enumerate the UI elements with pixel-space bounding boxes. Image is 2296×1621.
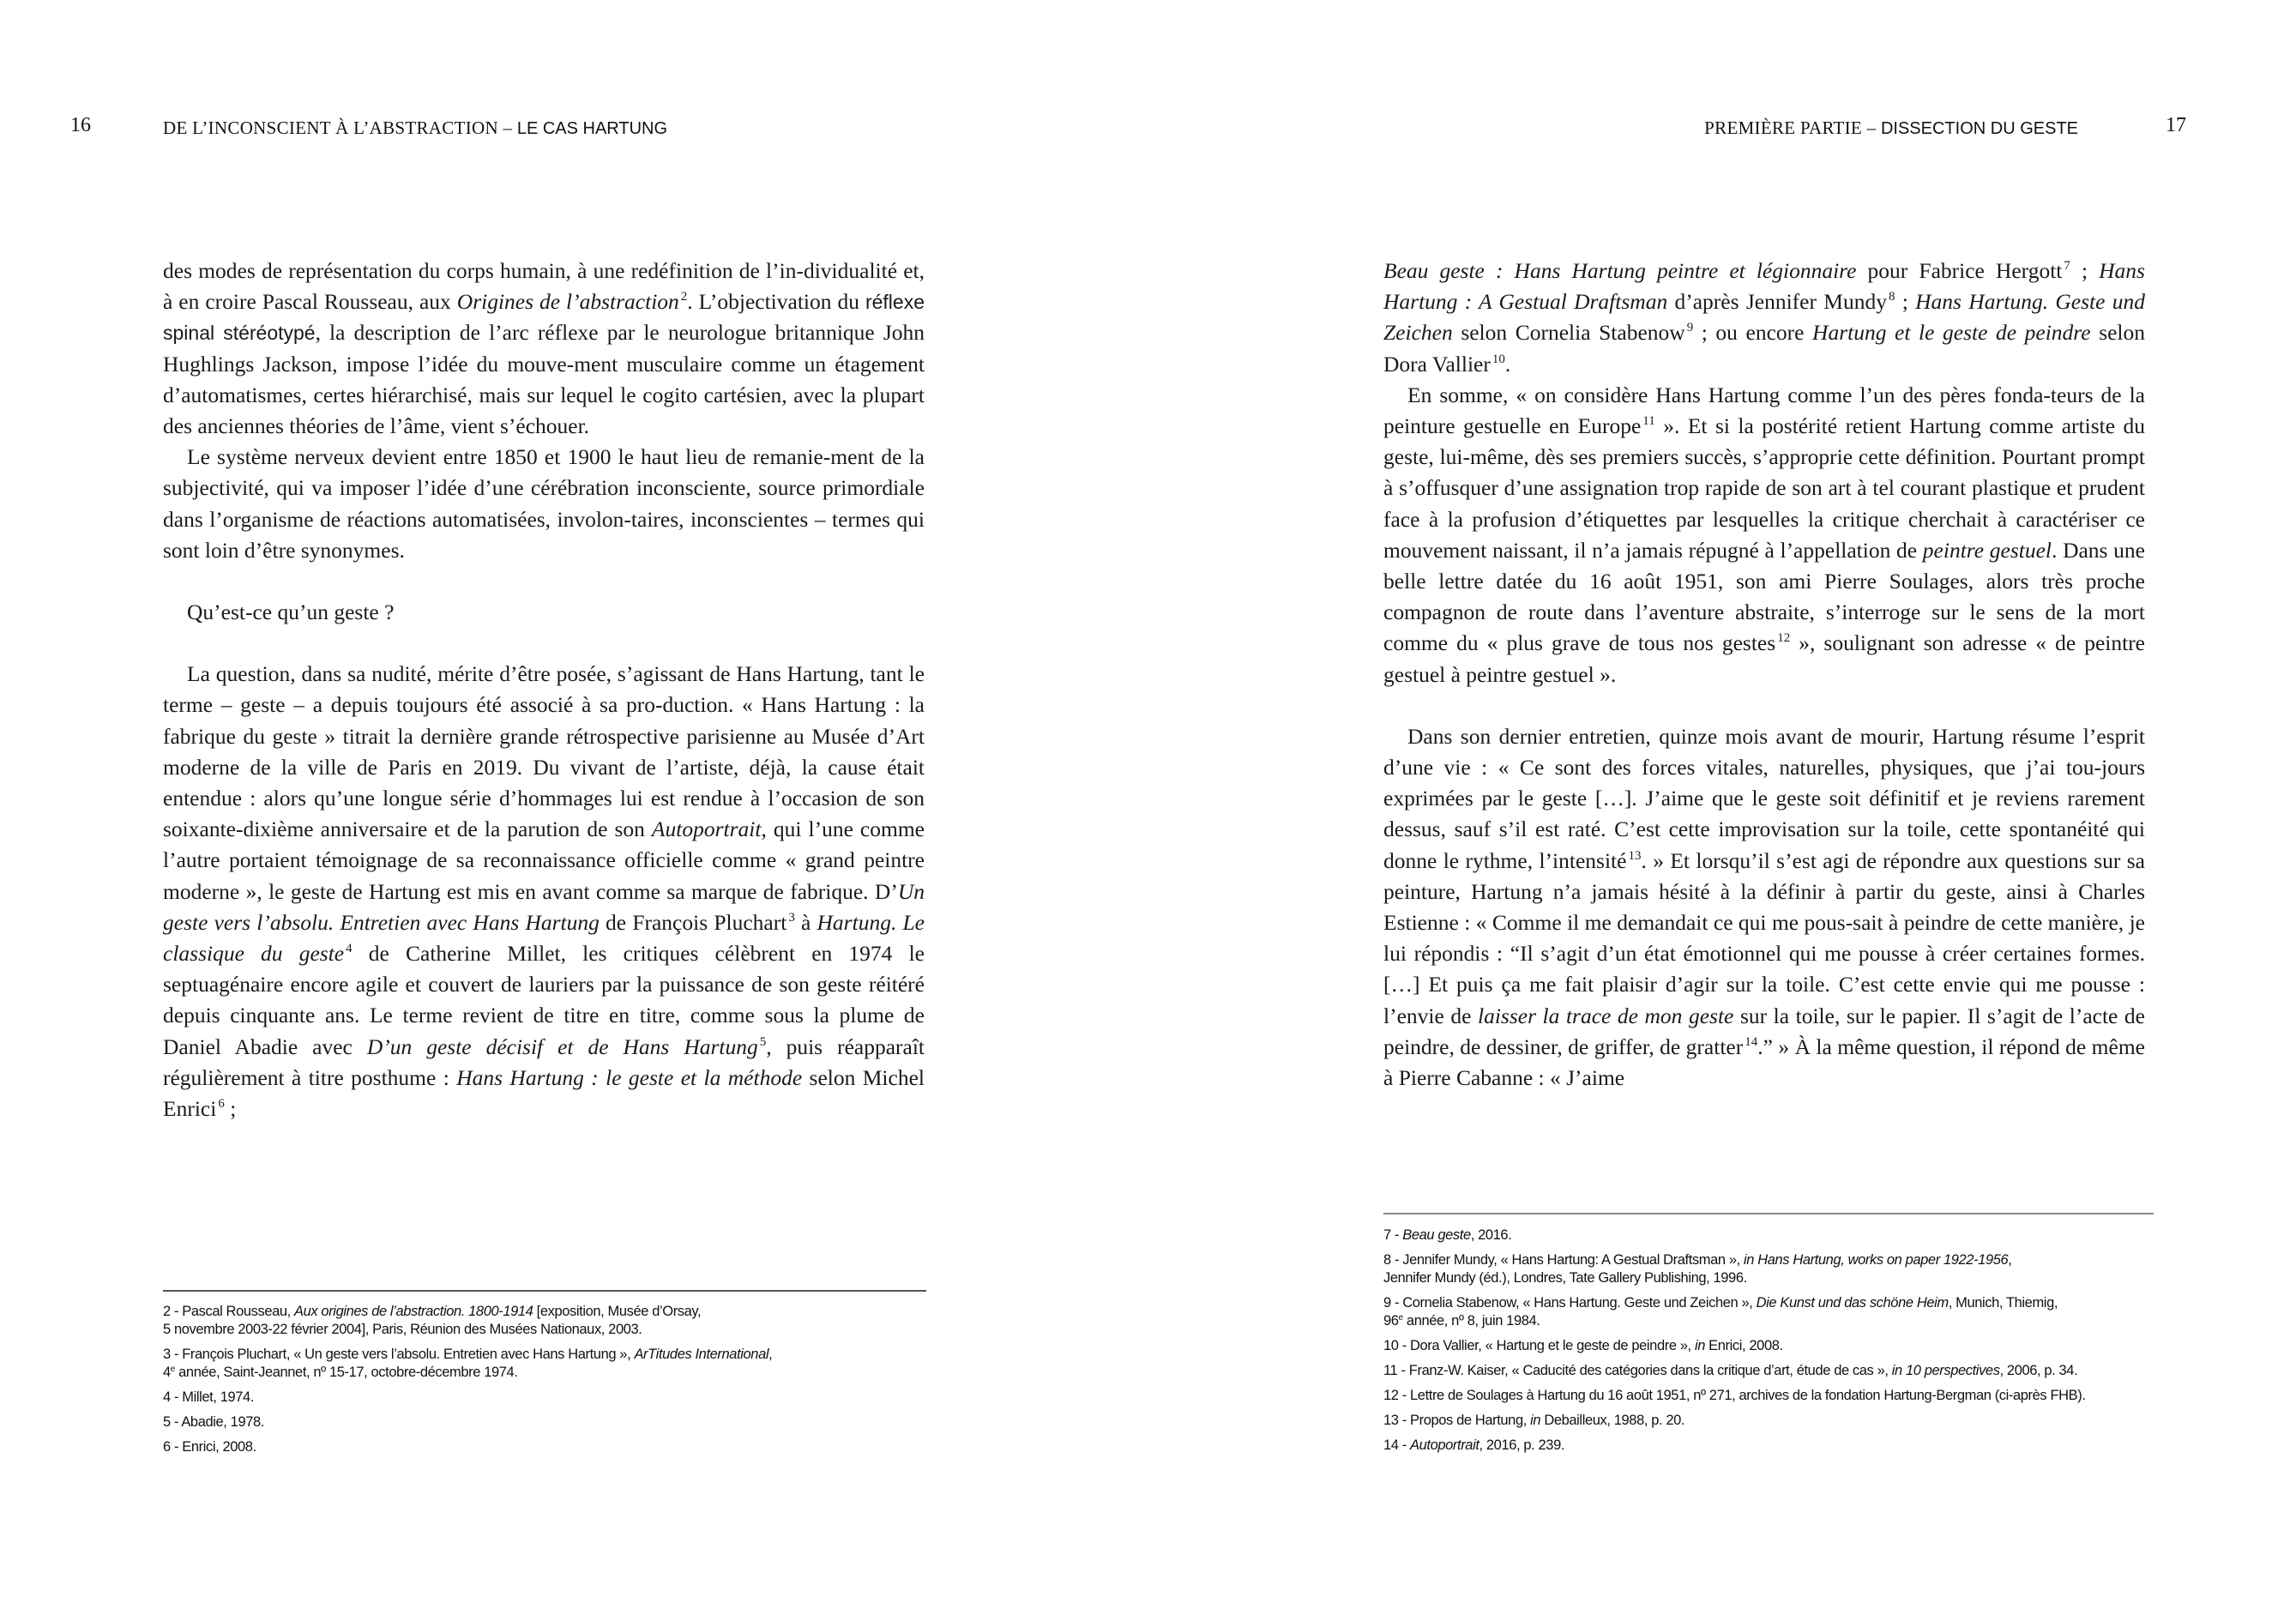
footnote-ref: 11 <box>1642 414 1655 429</box>
page-number: 17 <box>2166 114 2186 136</box>
italic-title: Hans Hartung : le geste et la méthode <box>456 1064 803 1090</box>
text-run: Jennifer Mundy (éd.), Londres, Tate Gallery Publishing, 1996. <box>1383 1270 1747 1286</box>
text-run: 13 - Propos de Hartung, <box>1383 1413 1531 1428</box>
footnote-ref: 3 <box>788 910 795 925</box>
text-run: Qu’est-ce qu’un geste ? <box>187 600 395 625</box>
paragraph <box>163 442 925 566</box>
footnote-ref: 4 <box>346 942 353 956</box>
text-run: ». Et si la postérité retient Hartung comme artiste du geste, lui-même, dès ses premiers succès, s’approprie cette définition. Pourtant prompt à s’offusquer d’une assignation trop rapide de son art à tel courant plastique et prudent face à la profusion d’étiquettes par lesquelles la critique cherchait à caractériser ce mouvement naissant, il n’a jamais répugné à l’appellation de <box>1383 413 2145 563</box>
body-text <box>1383 256 2145 1094</box>
text-run: pour Fabrice Hergott <box>1856 258 2063 283</box>
text-run: Debailleux, 1988, p. 20. <box>1540 1413 1685 1428</box>
running-head-separator: – <box>1862 118 1881 138</box>
text-run: , la description de l’arc réflexe par le neurologue britannique John Hughlings Jackson, impose l’idée du mouve-ment musculaire comme un étagement d’automatismes, certes hiérarchisé, mais sur lequel le cogito cartésien, avec la plupart des anciennes théories de l’âme, vient s’échouer. <box>163 320 925 439</box>
text-run: 2 - Pascal Rousseau, <box>163 1304 295 1319</box>
running-head-subtitle: DISSECTION DU GESTE <box>1880 119 2078 138</box>
text-run: Le système nerveux devient entre 1850 et 1900 le haut lieu de remanie-ment de la subjectivité, qui va imposer l’idée d’une cérébration inconsciente, source primordiale dans l’organisme de réactions automatisées, involon-taires, inconscientes – termes qui sont loin d’être synonymes. <box>163 444 925 563</box>
italic-title: Aux origines de l’abstraction. 1800-1914 <box>294 1304 533 1319</box>
text-run: , <box>2008 1252 2012 1268</box>
text-run: 5 novembre 2003-22 février 2004], Paris, Réunion des Musées Nationaux, 2003. <box>163 1322 642 1337</box>
text-run: d’après Jennifer Mundy <box>1667 289 1887 315</box>
text-run: ; ou encore <box>1693 320 1813 346</box>
text-run: 14 - <box>1383 1437 1411 1453</box>
footnote <box>1383 1362 2155 1380</box>
paragraph <box>1383 256 2145 380</box>
running-head-title: PREMIÈRE PARTIE <box>1704 118 1863 138</box>
text-run: .” » À la même question, il répond de même à Pierre Cabanne : « J’aime <box>1383 1033 2145 1091</box>
paragraph <box>1383 721 2145 1094</box>
running-head-separator: – <box>497 118 517 138</box>
text-run: année, nº 8, juin 1984. <box>1402 1313 1540 1329</box>
italic-title: Autoportrait <box>651 817 762 842</box>
sans-run: réflexe spinal stéréotypé <box>163 291 925 345</box>
text-run: 5 - Abadie, 1978. <box>163 1414 264 1430</box>
text-run: . Dans une belle lettre datée du 16 août 1951, son ami Pierre Soulages, alors très proche compagnon de route dans l’aventure abstraite, s’interroge sur le sens de la mort comme du « plus grave de tous nos gestes <box>1383 537 2145 656</box>
footnote <box>163 1413 935 1431</box>
running-head <box>1704 118 2078 139</box>
text-run: 10 - Dora Vallier, « Hartung et le geste de peindre », <box>1383 1338 1695 1353</box>
text-run: La question, dans sa nudité, mérite d’être posée, s’agissant de Hans Hartung, tant le terme – geste – a depuis toujours été associé à sa pro-duction. « Hans Hartung : la fabrique du geste » titrait la dernière grande rétrospective parisienne au Musée d’Art moderne de la ville de Paris en 2019. Du vivant de l’artiste, déjà, la cause était entendue : alors qu’une longue série d’hommages lui est rendue à l’occasion de son soixante-dixième anniversaire et de la parution de son <box>163 661 925 842</box>
footnote-ref: 7 <box>2064 259 2070 273</box>
footnote <box>1383 1387 2155 1405</box>
italic-title: ArTitudes International <box>634 1347 769 1362</box>
footnote <box>1383 1294 2155 1330</box>
italic-title: Hartung. Le classique du geste <box>163 909 925 967</box>
text-run: . <box>1504 351 1511 377</box>
footnote-ref: 14 <box>1745 1034 1758 1049</box>
text-run: , puis réapparaît régulièrement à titre posthume : <box>163 1033 925 1090</box>
italic-title: laisser la trace de mon geste <box>1477 1003 1734 1028</box>
footnote <box>163 1438 935 1456</box>
italic-title: peintre gestuel <box>1922 537 2052 563</box>
page-number: 16 <box>70 114 91 136</box>
italic-title: Beau geste : Hans Hartung peintre et légionnaire <box>1383 258 1857 283</box>
paragraph <box>1383 380 2145 690</box>
text-run: ; <box>224 1096 237 1122</box>
text-run: à <box>794 909 817 935</box>
text-run: En somme, « on considère Hans Hartung comme l’un des pères fonda-teurs de la peinture gestuelle en Europe <box>1383 382 2145 439</box>
text-run: . L’objectivation du <box>687 289 865 315</box>
italic-title: Origines de l’abstraction <box>456 289 679 315</box>
text-run: 12 - Lettre de Soulages à Hartung du 16 août 1951, nº 271, archives de la fondation Hartung-Bergman (ci-après FHB). <box>1383 1388 2086 1403</box>
footnote-divider <box>163 1290 926 1292</box>
italic-title: in 10 perspectives <box>1891 1363 2000 1378</box>
text-run: , qui l’une comme l’autre portaient témoignage de sa reconnaissance officielle comme « grand peintre moderne », le geste de Hartung est mis en avant comme sa marque de fabrique. D’ <box>163 817 925 904</box>
text-run: 4 <box>163 1365 171 1380</box>
text-run: ; <box>2070 258 2100 283</box>
footnotes <box>163 1303 935 1463</box>
text-run: 96 <box>1383 1313 1399 1329</box>
text-run: Enrici, 2008. <box>1704 1338 1783 1353</box>
footnote <box>1383 1412 2155 1430</box>
text-run: 11 - Franz-W. Kaiser, « Caducité des catégories dans la critique d’art, étude de cas », <box>1383 1363 1892 1378</box>
text-run: , 2016. <box>1470 1227 1512 1243</box>
italic-title: Hans Hartung : A Gestual Draftsman <box>1383 258 2145 315</box>
italic-title: Die Kunst und das schöne Heim <box>1756 1295 1949 1311</box>
text-run: Dans son dernier entretien, quinze mois avant de mourir, Hartung résume l’esprit d’une vie : « Ce sont des forces vitales, naturelles, physiques, que j’ai tou-jours exprimées par le geste […]. J’aime que le geste soit définitif et je reviens rarement dessus, sauf s’il est raté. C’est cette improvisation sur la toile, cette spontanéité qui donne le rythme, l’intensité <box>1383 723 2145 873</box>
italic-title: D’un geste décisif et de Hans Hartung <box>366 1033 758 1059</box>
text-run: 7 - <box>1383 1227 1403 1243</box>
italic-title: Autoportrait <box>1410 1437 1479 1453</box>
paragraph <box>163 256 925 442</box>
italic-title: Un geste vers l’absolu. Entretien avec Hans Hartung <box>163 878 925 935</box>
text-run: », soulignant son adresse « de peintre gestuel à peintre gestuel ». <box>1383 630 2146 687</box>
footnote-ref: 8 <box>1888 290 1895 304</box>
text-run: 3 - François Pluchart, « Un geste vers l’absolu. Entretien avec Hans Hartung », <box>163 1347 635 1362</box>
footnote <box>1383 1437 2155 1455</box>
footnote-ref: e <box>170 1365 175 1374</box>
footnote-ref: 6 <box>218 1097 225 1112</box>
footnote <box>163 1303 935 1339</box>
footnote-divider <box>1383 1213 2154 1214</box>
italic-title: in Hans Hartung, works on paper 1922-1956 <box>1743 1252 2009 1268</box>
text-run: ; <box>1895 289 1916 315</box>
footnote <box>1383 1337 2155 1355</box>
footnote-ref: 13 <box>1628 848 1642 863</box>
footnote <box>1383 1251 2155 1287</box>
body-text <box>163 256 925 1124</box>
text-run: 9 - Cornelia Stabenow, « Hans Hartung. Geste und Zeichen », <box>1383 1295 1757 1311</box>
text-run: , <box>768 1347 773 1362</box>
footnote <box>1383 1226 2155 1244</box>
right-page <box>1148 0 2296 1621</box>
text-run: selon Dora Vallier <box>1383 320 2146 377</box>
text-run: , 2006, p. 34. <box>1999 1363 2078 1378</box>
italic-title: Hans Hartung. Geste und Zeichen <box>1383 289 2145 346</box>
footnote-ref: 12 <box>1777 631 1791 646</box>
text-run: selon Michel Enrici <box>163 1064 925 1122</box>
text-run: 8 - Jennifer Mundy, « Hans Hartung: A Gestual Draftsman », <box>1383 1252 1744 1268</box>
text-run: des modes de représentation du corps humain, à une redéfinition de l’in-dividualité et, à en croire Pascal Rousseau, aux <box>163 258 925 315</box>
italic-title: in <box>1694 1338 1705 1353</box>
text-run: , Munich, Thiemig, <box>1948 1295 2058 1311</box>
footnote-ref: 10 <box>1491 352 1505 366</box>
italic-title: Beau geste <box>1402 1227 1471 1243</box>
footnote-ref: 5 <box>759 1034 767 1049</box>
text-run: 4 - Millet, 1974. <box>163 1389 255 1405</box>
footnote-ref: 9 <box>1686 321 1694 335</box>
text-run: , 2016, p. 239. <box>1479 1437 1565 1453</box>
italic-title: Hartung et le geste de peindre <box>1812 320 2091 346</box>
paragraph <box>163 659 925 1124</box>
footnote-ref: 2 <box>680 290 688 304</box>
footnote-ref: e <box>1398 1313 1403 1323</box>
text-run: [exposition, Musée d’Orsay, <box>533 1304 702 1319</box>
text-run: selon Cornelia Stabenow <box>1452 320 1685 346</box>
running-head-subtitle: LE CAS HARTUNG <box>516 119 668 138</box>
paragraph <box>163 597 925 628</box>
text-run: . » Et lorsqu’il s’est agi de répondre aux questions sur sa peinture, Hartung n’a jamais hésité à la définir à partir du geste, ainsi à Charles Estienne : « Comme il me demandait ce qui me pous-sait à peindre de cette manière, je lui répondis : “Il s’agit d’un état émotionnel qui me pousse à créer certaines formes. […] Et puis ça me fait plaisir d’agir sur la toile. C’est cette envie qui me pousse : l’envie de <box>1383 847 2145 1028</box>
text-run: de Catherine Millet, les critiques célèbrent en 1974 le septuagénaire encore agile et couvert de lauriers par la puissance de son geste réitéré depuis cinquante ans. Le terme revient de titre en titre, comme sous la plume de Daniel Abadie avec <box>163 941 925 1059</box>
italic-title: in <box>1530 1413 1541 1428</box>
footnote <box>163 1389 935 1407</box>
running-head <box>163 118 667 139</box>
text-run: 6 - Enrici, 2008. <box>163 1439 256 1455</box>
text-run: année, Saint-Jeannet, nº 15-17, octobre-décembre 1974. <box>174 1365 518 1380</box>
running-head-title: DE L’INCONSCIENT À L’ABSTRACTION <box>163 118 498 138</box>
text-run: sur la toile, sur le papier. Il s’agit de l’acte de peindre, de dessiner, de griffer, de gratter <box>1383 1003 2145 1059</box>
text-run: de François Pluchart <box>599 909 787 935</box>
footnotes <box>1383 1226 2155 1461</box>
footnote <box>163 1346 935 1382</box>
